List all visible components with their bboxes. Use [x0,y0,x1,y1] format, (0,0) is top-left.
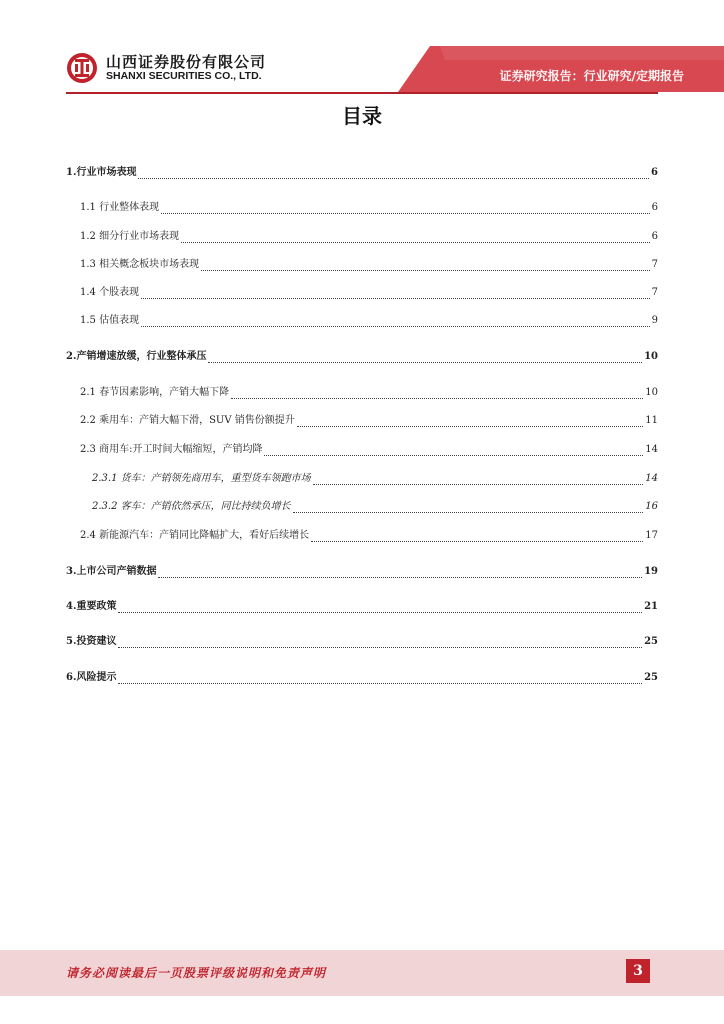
toc-leader [181,233,650,243]
toc-entry-label: 2.3.1 货车：产销领先商用车，重型货车领跑市场 [92,473,311,484]
toc-entry-label: 1.2 细分行业市场表现 [80,231,180,242]
toc-entry[interactable] [80,201,658,215]
toc-entry-page: 21 [644,601,658,612]
toc-entry[interactable] [80,258,658,272]
toc-entry-label: 2.4 新能源汽车：产销同比降幅扩大，看好后续增长 [80,530,310,541]
company-name-en: SHANXI SECURITIES CO., LTD. [106,70,262,82]
toc-entry[interactable] [66,671,658,685]
toc-entry[interactable] [66,565,658,579]
toc-entry-page: 10 [645,387,658,398]
toc-entry-label: 6.风险提示 [66,672,117,683]
toc-entry-page: 14 [645,473,658,484]
toc-entry-label: 5.投资建议 [66,636,117,647]
toc-entry-page: 9 [651,315,658,326]
toc-entry[interactable] [80,414,658,428]
toc-entry-label: 2.2 乘用车：产销大幅下滑，SUV 销售份额提升 [80,415,295,426]
toc-entry-page: 16 [645,501,658,512]
toc-entry-page: 25 [644,636,658,647]
toc-entry-page: 19 [644,566,658,577]
toc-entry-label: 2.3.2 客车：产销依然承压，同比持续负增长 [92,501,291,512]
toc-entry-label: 1.5 估值表现 [80,315,140,326]
toc-entry[interactable] [66,635,658,649]
toc-entry[interactable] [92,472,658,486]
page-header [0,0,724,98]
toc-entry-label: 3.上市公司产销数据 [66,566,157,577]
toc-entry-page: 7 [651,259,658,270]
toc-entry[interactable] [92,500,658,514]
toc-leader [293,503,644,513]
toc-entry-label: 2.1 春节因素影响，产销大幅下降 [80,387,230,398]
toc-leader [118,638,642,648]
toc-leader [138,169,649,179]
footer-disclaimer: 请务必阅读最后一页股票评级说明和免责声明 [66,966,327,980]
toc-entry-page: 7 [651,287,658,298]
toc-leader [201,261,650,271]
toc-entry-page: 17 [645,530,658,541]
toc-entry-label: 1.3 相关概念板块市场表现 [80,259,200,270]
toc-entry-page: 6 [651,231,658,242]
toc-leader [311,532,643,542]
toc-entry[interactable] [80,443,658,457]
toc-leader [118,674,642,684]
toc-entry[interactable] [66,350,658,364]
toc-entry-label: 2.3 商用车:开工时间大幅缩短，产销均降 [80,444,263,455]
report-type-label: 证券研究报告：行业研究/定期报告 [499,69,684,83]
toc-leader [264,446,643,456]
toc-leader [208,353,642,363]
toc-entry-label: 1.1 行业整体表现 [80,202,160,213]
toc-entry[interactable] [80,286,658,300]
toc-leader [161,204,650,214]
toc-entry[interactable] [66,600,658,614]
header-divider [66,92,658,94]
toc-entry-page: 6 [651,202,658,213]
toc-entry[interactable] [80,230,658,244]
toc-entry-page: 11 [645,415,658,426]
toc-entry-page: 6 [651,167,658,178]
toc-entry-label: 1.4 个股表现 [80,287,140,298]
toc-entry[interactable] [66,166,658,180]
toc-leader [141,317,650,327]
toc-title: 目录 [342,104,382,128]
toc-leader [313,475,644,485]
toc-entry[interactable] [80,386,658,400]
toc-leader [118,603,642,613]
toc-entry-page: 25 [644,672,658,683]
toc-leader [297,417,644,427]
toc-entry-label: 2.产销增速放缓，行业整体承压 [66,351,207,362]
toc-leader [141,289,650,299]
toc-entry-page: 10 [644,351,658,362]
toc-leader [158,568,642,578]
page-number-badge: 3 [626,959,650,983]
toc-entry-label: 1.行业市场表现 [66,167,137,178]
toc-entry[interactable] [80,314,658,328]
toc-entry-page: 14 [645,444,658,455]
toc-entry-label: 4.重要政策 [66,601,117,612]
toc-leader [231,389,643,399]
company-name-cn: 山西证券股份有限公司 [106,53,267,71]
toc-entry[interactable] [80,529,658,543]
company-logo-icon [66,52,98,84]
